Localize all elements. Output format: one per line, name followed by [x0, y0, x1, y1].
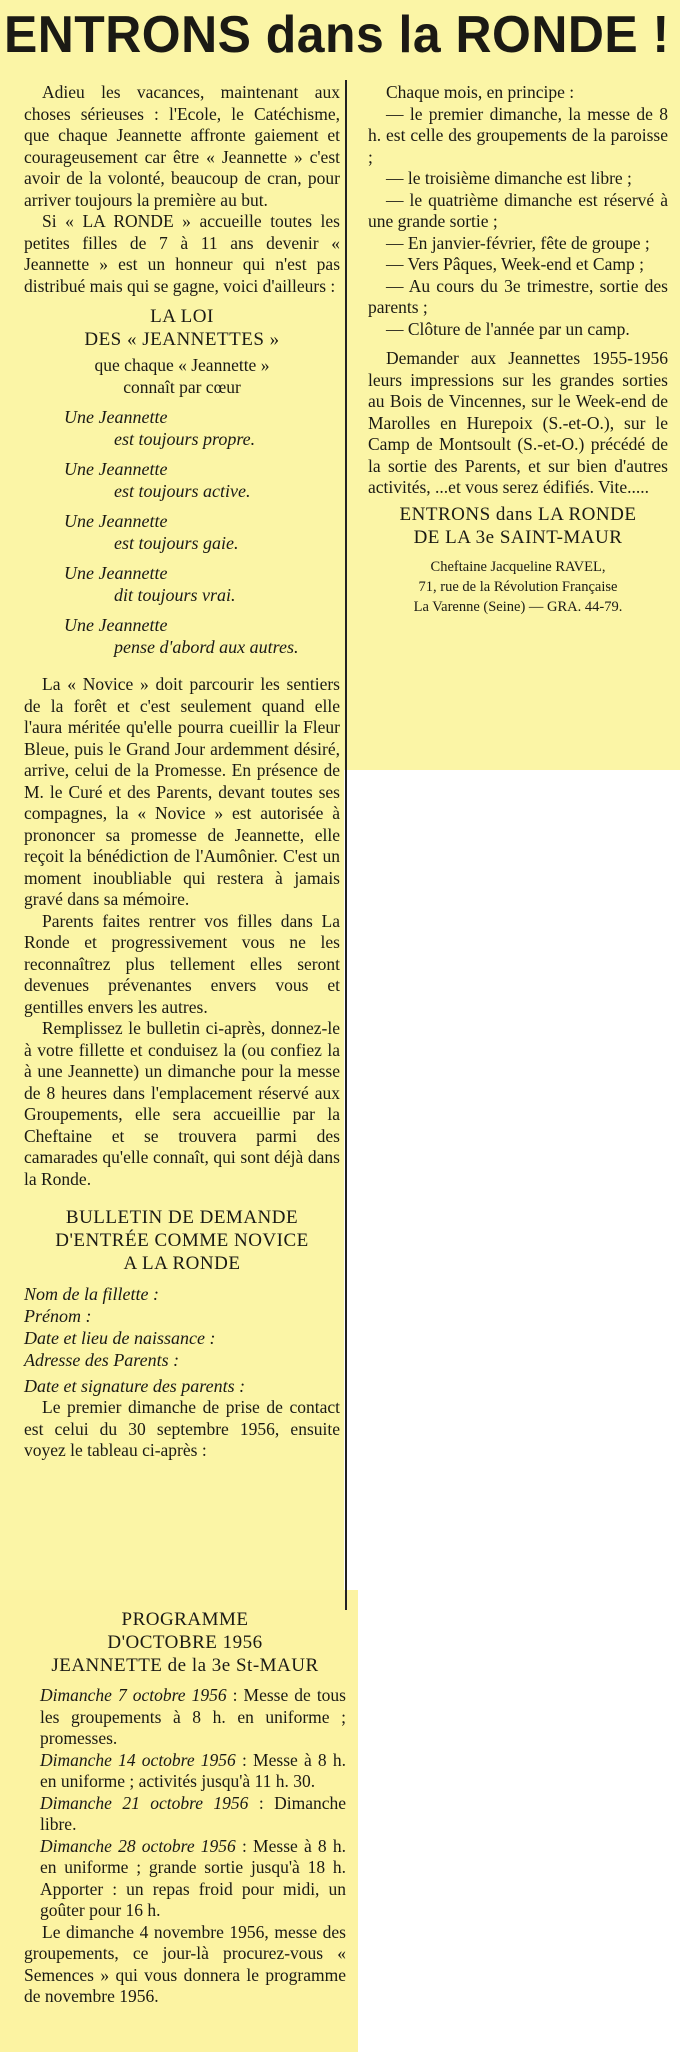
bulletin-title-2: D'ENTRÉE COMME NOVICE [55, 1230, 309, 1251]
monthly-list [368, 104, 668, 341]
program-entry [24, 1750, 346, 1793]
signature-city: La Varenne (Seine) — GRA. 44-79. [413, 598, 623, 615]
form-field-firstname: Prénom : [24, 1306, 92, 1326]
law-line: Une Jeannette [64, 511, 168, 531]
monthly-intro: Chaque mois, en principe : [386, 82, 575, 102]
closing-line-2: DE LA 3e SAINT-MAUR [413, 526, 623, 548]
law-line: Une Jeannette [64, 459, 168, 479]
law-intro: que chaque « Jeannette » [94, 355, 270, 375]
first-sunday-paragraph: Le premier dimanche de prise de contact est celui du 30 septembre 1956, ensuite voyez le tableau ci-après : [24, 1397, 340, 1460]
novice-paragraph: La « Novice » doit parcourir les sentiers de la forêt et c'est seulement quand elle l'aura méritée qu'elle pourra cueillir la Fleur Bleue, puis le Grand Jour ardemment désiré, arrive, celui de la Promesse. En présence de M. le Curé et des Parents, devant toutes ses compagnes, la « Novice » est autorisée à prononcer sa promesse de Jeannette, elle reçoit la bénédiction de l'Aumônier. C'est un moment inoubliable qui restera à jamais gravé dans sa mémoire. [24, 674, 340, 909]
intro-paragraph: Adieu les vacances, maintenant aux choses sérieuses : l'Ecole, le Catéchisme, que chaque Jeannette affronte gaiement et courageusement car être « Jeannette » c'est avoir de la volonté, beaucoup de cran, pour arriver toujours la première au but. [24, 82, 340, 210]
bulletin-title-3: A LA RONDE [123, 1253, 241, 1274]
list-item: — Au cours du 3e trimestre, sortie des parents ; [368, 275, 668, 317]
parents-paragraph: Parents faites rentrer vos filles dans La Ronde et progressivement vous ne les reconnaîtrez plus tellement elles seront devenues prévenantes envers vous et gentilles envers les autres. [24, 910, 340, 1017]
program-text: : Messe à 8 h. en uniforme ; activités jusqu'à 11 h. 30. [40, 1749, 346, 1791]
list-item: — le troisième dimanche est libre ; [386, 168, 632, 188]
program-entry [24, 1793, 346, 1836]
program-entry [24, 1836, 346, 1922]
form-field-birth: Date et lieu de naissance : [24, 1328, 216, 1348]
list-item: — Clôture de l'année par un camp. [386, 318, 630, 339]
demand-paragraph: Demander aux Jeannettes 1955-1956 leurs impressions sur les grandes sorties au Bois de Vincennes, sur le Week-end de Marolles en Hurepoix (S.-et-O.), sur le Camp de Montsoult (S.-et-O.) précédé de la sortie des Parents, et sur bien d'autres activités, ...et vous serez édifiés. Vite..... [368, 348, 668, 497]
form-field-signature: Date et signature des parents : [24, 1376, 246, 1396]
law-intro-2: connaît par cœur [123, 376, 241, 397]
program-title-2: D'OCTOBRE 1956 [107, 1632, 263, 1653]
program-day: Dimanche 14 octobre 1956 [40, 1749, 236, 1770]
law-line: est toujours propre. [114, 429, 256, 449]
program-day: Dimanche 21 octobre 1956 [40, 1792, 249, 1813]
program-title: PROGRAMME [121, 1609, 249, 1630]
law-line: Une Jeannette [64, 615, 168, 635]
list-item: — Vers Pâques, Week-end et Camp ; [386, 254, 644, 274]
right-column [368, 82, 668, 617]
law-line: pense d'abord aux autres. [114, 637, 299, 657]
law-line: Une Jeannette [64, 407, 168, 427]
program-entry [24, 1685, 346, 1750]
program-title-3: JEANNETTE de la 3e St-MAUR [51, 1655, 319, 1676]
bulletin-instructions: Remplissez le bulletin ci-après, donnez-le à votre fillette et conduisez la (ou confiez la à une Jeannette) un dimanche pour la messe de 8 heures dans l'emplacement réservé aux Groupements, elle sera accueillie par la Cheftaine et se trouvera parmi des camarades qu'elle connaît, qui sont déjà dans la Ronde. [24, 1018, 340, 1189]
law-line: Une Jeannette [64, 563, 168, 583]
law-line: dit toujours vrai. [114, 585, 236, 605]
program-final: Le dimanche 4 novembre 1956, messe des groupements, ce jour-là procurez-vous « Semences » qui vous donnera le programme de novembre 1956. [24, 1921, 346, 2006]
program-day: Dimanche 28 octobre 1956 [40, 1835, 236, 1856]
column-rule [345, 80, 347, 1610]
ronde-paragraph: Si « LA RONDE » accueille toutes les petites filles de 7 à 11 ans devenir « Jeannette » est un honneur qui n'est pas distribué mais qui se gagne, voici d'ailleurs : [24, 211, 340, 296]
signature-name: Cheftaine Jacqueline RAVEL, [430, 558, 606, 575]
law-line: est toujours active. [114, 481, 251, 501]
program-day: Dimanche 7 octobre 1956 [40, 1685, 227, 1705]
program-text: : Messe à 8 h. en uniforme ; grande sortie jusqu'à 18 h. Apporter : un repas froid pour midi, un goûter pour 16 h. [40, 1835, 346, 1920]
signature-address: 71, rue de la Révolution Française [418, 578, 618, 595]
form-field-address: Adresse des Parents : [24, 1350, 180, 1370]
program-text: : Messe de tous les groupements à 8 h. en uniforme ; promesses. [40, 1685, 346, 1748]
program-section [24, 1608, 346, 2008]
list-item: — En janvier-février, fête de groupe ; [386, 232, 650, 253]
law-title: LA LOI [150, 306, 214, 327]
list-item: — le premier dimanche, la messe de 8 h. est celle des groupements de la paroisse ; [368, 103, 668, 167]
form-field-name: Nom de la fillette : [24, 1284, 159, 1304]
closing-line: ENTRONS dans LA RONDE [399, 503, 637, 525]
law-list [24, 406, 340, 658]
list-item: — le quatrième dimanche est réservé à une grande sortie ; [368, 189, 668, 231]
law-title-2: DES « JEANNETTES » [84, 329, 280, 350]
bulletin-title: BULLETIN DE DEMANDE [65, 1207, 299, 1228]
left-column [24, 82, 340, 1462]
law-line: est toujours gaie. [114, 533, 239, 553]
program-text: : Dimanche libre. [40, 1792, 346, 1834]
article-title: ENTRONS dans la RONDE ! [4, 6, 670, 64]
